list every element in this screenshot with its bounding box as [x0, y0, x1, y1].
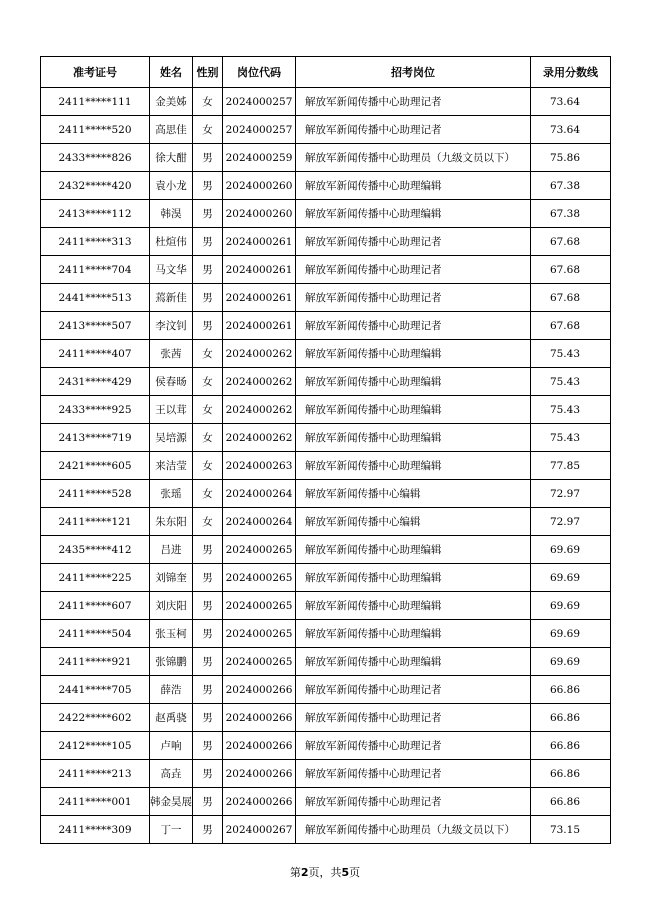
cell-position: 解放军新闻传播中心助理编辑: [296, 592, 531, 620]
cell-position-code: 2024000262: [223, 368, 296, 396]
cell-name: 金美姊: [150, 88, 193, 116]
cell-gender: 男: [193, 564, 223, 592]
cell-score: 69.69: [531, 592, 611, 620]
cell-exam-id: 2411*****607: [41, 592, 150, 620]
cell-position: 解放军新闻传播中心助理记者: [296, 116, 531, 144]
cell-exam-id: 2411*****528: [41, 480, 150, 508]
cell-gender: 男: [193, 536, 223, 564]
cell-score: 67.38: [531, 200, 611, 228]
cell-position-code: 2024000261: [223, 256, 296, 284]
cell-exam-id: 2433*****925: [41, 396, 150, 424]
cell-name: 马文华: [150, 256, 193, 284]
cell-position-code: 2024000266: [223, 704, 296, 732]
cell-position-code: 2024000260: [223, 200, 296, 228]
cell-gender: 男: [193, 704, 223, 732]
cell-position: 解放军新闻传播中心助理记者: [296, 88, 531, 116]
cell-exam-id: 2411*****309: [41, 816, 150, 844]
table-row: [41, 256, 611, 284]
cell-position-code: 2024000261: [223, 284, 296, 312]
cell-position-code: 2024000261: [223, 228, 296, 256]
cell-score: 67.68: [531, 312, 611, 340]
cell-exam-id: 2431*****429: [41, 368, 150, 396]
cell-score: 77.85: [531, 452, 611, 480]
cell-position-code: 2024000264: [223, 480, 296, 508]
cell-gender: 男: [193, 172, 223, 200]
cell-score: 75.43: [531, 368, 611, 396]
cell-gender: 女: [193, 480, 223, 508]
table-row: [41, 592, 611, 620]
cell-position-code: 2024000257: [223, 116, 296, 144]
cell-position: 解放军新闻传播中心助理编辑: [296, 172, 531, 200]
table-row: [41, 284, 611, 312]
table-row: [41, 228, 611, 256]
cell-position-code: 2024000266: [223, 760, 296, 788]
cell-score: 73.15: [531, 816, 611, 844]
table-row: [41, 564, 611, 592]
table-row: [41, 312, 611, 340]
header-position: 招考岗位: [296, 57, 531, 88]
table-row: [41, 788, 611, 816]
cell-position-code: 2024000266: [223, 788, 296, 816]
table-row: [41, 144, 611, 172]
cell-position-code: 2024000264: [223, 508, 296, 536]
cell-name: 张茜: [150, 340, 193, 368]
cell-name: 韩金昊展: [150, 788, 193, 816]
cell-position-code: 2024000257: [223, 88, 296, 116]
cell-position: 解放军新闻传播中心助理编辑: [296, 396, 531, 424]
cell-exam-id: 2422*****602: [41, 704, 150, 732]
cell-gender: 男: [193, 256, 223, 284]
cell-position: 解放军新闻传播中心助理编辑: [296, 368, 531, 396]
cell-name: 李汶钊: [150, 312, 193, 340]
table-row: [41, 760, 611, 788]
cell-position-code: 2024000263: [223, 452, 296, 480]
cell-name: 赵禹骁: [150, 704, 193, 732]
cell-name: 丁一: [150, 816, 193, 844]
cell-score: 66.86: [531, 676, 611, 704]
table-row: [41, 172, 611, 200]
table-row: [41, 340, 611, 368]
cell-position: 解放军新闻传播中心助理记者: [296, 228, 531, 256]
header-score: 录用分数线: [531, 57, 611, 88]
cell-name: 袁小龙: [150, 172, 193, 200]
cell-position-code: 2024000259: [223, 144, 296, 172]
cell-position: 解放军新闻传播中心助理记者: [296, 312, 531, 340]
cell-gender: 男: [193, 284, 223, 312]
cell-position: 解放军新闻传播中心编辑: [296, 480, 531, 508]
cell-score: 67.68: [531, 256, 611, 284]
cell-exam-id: 2413*****507: [41, 312, 150, 340]
cell-position: 解放军新闻传播中心助理编辑: [296, 648, 531, 676]
cell-position-code: 2024000262: [223, 424, 296, 452]
footer-middle: 页，共: [308, 866, 342, 879]
cell-exam-id: 2411*****704: [41, 256, 150, 284]
cell-exam-id: 2413*****112: [41, 200, 150, 228]
header-position-code: 岗位代码: [223, 57, 296, 88]
header-exam-id: 准考证号: [41, 57, 150, 88]
cell-gender: 男: [193, 760, 223, 788]
table-row: [41, 676, 611, 704]
cell-score: 75.43: [531, 424, 611, 452]
cell-position: 解放军新闻传播中心助理记者: [296, 760, 531, 788]
cell-gender: 男: [193, 200, 223, 228]
cell-score: 69.69: [531, 648, 611, 676]
cell-score: 66.86: [531, 704, 611, 732]
cell-exam-id: 2411*****921: [41, 648, 150, 676]
cell-position-code: 2024000261: [223, 312, 296, 340]
table-row: [41, 480, 611, 508]
cell-exam-id: 2421*****605: [41, 452, 150, 480]
cell-exam-id: 2411*****121: [41, 508, 150, 536]
footer-suffix: 页: [349, 866, 361, 879]
cell-name: 张瑶: [150, 480, 193, 508]
cell-gender: 女: [193, 424, 223, 452]
cell-position-code: 2024000262: [223, 340, 296, 368]
table-row: [41, 424, 611, 452]
cell-position: 解放军新闻传播中心助理编辑: [296, 340, 531, 368]
cell-score: 75.86: [531, 144, 611, 172]
cell-exam-id: 2441*****513: [41, 284, 150, 312]
cell-name: 张锦鹏: [150, 648, 193, 676]
cell-gender: 女: [193, 116, 223, 144]
table-row: [41, 508, 611, 536]
cell-gender: 男: [193, 648, 223, 676]
cell-score: 72.97: [531, 480, 611, 508]
cell-position: 解放军新闻传播中心编辑: [296, 508, 531, 536]
cell-position-code: 2024000266: [223, 676, 296, 704]
cell-gender: 男: [193, 788, 223, 816]
cell-exam-id: 2441*****705: [41, 676, 150, 704]
cell-position: 解放军新闻传播中心助理编辑: [296, 424, 531, 452]
cell-score: 75.43: [531, 396, 611, 424]
table-row: [41, 116, 611, 144]
cell-gender: 男: [193, 676, 223, 704]
cell-score: 66.86: [531, 732, 611, 760]
table-row: [41, 536, 611, 564]
cell-name: 杜煊伟: [150, 228, 193, 256]
cell-position: 解放军新闻传播中心助理记者: [296, 284, 531, 312]
cell-position: 解放军新闻传播中心助理记者: [296, 256, 531, 284]
cell-position-code: 2024000265: [223, 564, 296, 592]
cell-position-code: 2024000265: [223, 648, 296, 676]
table-row: [41, 396, 611, 424]
table-row: [41, 452, 611, 480]
cell-position-code: 2024000265: [223, 620, 296, 648]
table-body: [41, 88, 611, 844]
cell-score: 66.86: [531, 788, 611, 816]
cell-name: 王以茸: [150, 396, 193, 424]
cell-position: 解放军新闻传播中心助理编辑: [296, 564, 531, 592]
cell-gender: 女: [193, 368, 223, 396]
cell-position-code: 2024000265: [223, 536, 296, 564]
page-footer: [0, 864, 650, 880]
cell-score: 67.68: [531, 228, 611, 256]
table-row: [41, 200, 611, 228]
cell-score: 67.38: [531, 172, 611, 200]
cell-score: 75.43: [531, 340, 611, 368]
cell-name: 张玉柯: [150, 620, 193, 648]
cell-score: 69.69: [531, 620, 611, 648]
table-row: [41, 704, 611, 732]
footer-prefix: 第: [289, 866, 301, 879]
footer-total-pages: 5: [341, 866, 350, 879]
cell-position: 解放军新闻传播中心助理记者: [296, 676, 531, 704]
cell-position: 解放军新闻传播中心助理记者: [296, 704, 531, 732]
cell-score: 69.69: [531, 564, 611, 592]
cell-gender: 女: [193, 508, 223, 536]
cell-exam-id: 2432*****420: [41, 172, 150, 200]
cell-name: 侯春旸: [150, 368, 193, 396]
cell-name: 薛浩: [150, 676, 193, 704]
cell-exam-id: 2411*****313: [41, 228, 150, 256]
cell-name: 高思佳: [150, 116, 193, 144]
header-name: 姓名: [150, 57, 193, 88]
admission-score-table: [40, 56, 611, 844]
cell-position-code: 2024000266: [223, 732, 296, 760]
cell-gender: 男: [193, 620, 223, 648]
cell-position: 解放军新闻传播中心助理记者: [296, 788, 531, 816]
cell-gender: 女: [193, 340, 223, 368]
cell-position-code: 2024000262: [223, 396, 296, 424]
table-row: [41, 88, 611, 116]
cell-name: 刘庆阳: [150, 592, 193, 620]
cell-position: 解放军新闻传播中心助理记者: [296, 732, 531, 760]
cell-exam-id: 2413*****719: [41, 424, 150, 452]
cell-exam-id: 2412*****105: [41, 732, 150, 760]
cell-name: 韩淏: [150, 200, 193, 228]
cell-gender: 男: [193, 228, 223, 256]
admission-score-table-container: [40, 56, 610, 844]
cell-gender: 女: [193, 452, 223, 480]
cell-score: 73.64: [531, 116, 611, 144]
cell-name: 蔫新佳: [150, 284, 193, 312]
cell-position: 解放军新闻传播中心助理编辑: [296, 620, 531, 648]
cell-gender: 男: [193, 592, 223, 620]
table-row: [41, 732, 611, 760]
cell-name: 吕进: [150, 536, 193, 564]
cell-exam-id: 2411*****520: [41, 116, 150, 144]
cell-gender: 男: [193, 732, 223, 760]
cell-name: 卢响: [150, 732, 193, 760]
footer-page-number: 2: [300, 866, 309, 879]
header-gender: 性别: [193, 57, 223, 88]
cell-position: 解放军新闻传播中心助理员（九级文员以下）: [296, 816, 531, 844]
cell-position: 解放军新闻传播中心助理编辑: [296, 536, 531, 564]
cell-exam-id: 2411*****001: [41, 788, 150, 816]
cell-position-code: 2024000260: [223, 172, 296, 200]
cell-name: 徐大酣: [150, 144, 193, 172]
cell-position: 解放军新闻传播中心助理编辑: [296, 200, 531, 228]
cell-score: 72.97: [531, 508, 611, 536]
cell-position: 解放军新闻传播中心助理编辑: [296, 452, 531, 480]
cell-exam-id: 2411*****111: [41, 88, 150, 116]
cell-position-code: 2024000265: [223, 592, 296, 620]
cell-exam-id: 2411*****504: [41, 620, 150, 648]
table-row: [41, 620, 611, 648]
cell-name: 刘锦奎: [150, 564, 193, 592]
cell-score: 69.69: [531, 536, 611, 564]
cell-exam-id: 2411*****225: [41, 564, 150, 592]
cell-gender: 男: [193, 816, 223, 844]
cell-position-code: 2024000267: [223, 816, 296, 844]
cell-score: 66.86: [531, 760, 611, 788]
cell-name: 朱东阳: [150, 508, 193, 536]
cell-exam-id: 2435*****412: [41, 536, 150, 564]
cell-gender: 女: [193, 396, 223, 424]
cell-score: 67.68: [531, 284, 611, 312]
cell-score: 73.64: [531, 88, 611, 116]
cell-exam-id: 2411*****407: [41, 340, 150, 368]
cell-exam-id: 2433*****826: [41, 144, 150, 172]
cell-position: 解放军新闻传播中心助理员（九级文员以下）: [296, 144, 531, 172]
cell-gender: 女: [193, 88, 223, 116]
cell-name: 来洁莹: [150, 452, 193, 480]
cell-name: 吴培源: [150, 424, 193, 452]
cell-gender: 男: [193, 144, 223, 172]
cell-exam-id: 2411*****213: [41, 760, 150, 788]
table-header-row: [41, 57, 611, 88]
cell-gender: 男: [193, 312, 223, 340]
cell-name: 高垚: [150, 760, 193, 788]
table-row: [41, 368, 611, 396]
table-row: [41, 648, 611, 676]
table-row: [41, 816, 611, 844]
